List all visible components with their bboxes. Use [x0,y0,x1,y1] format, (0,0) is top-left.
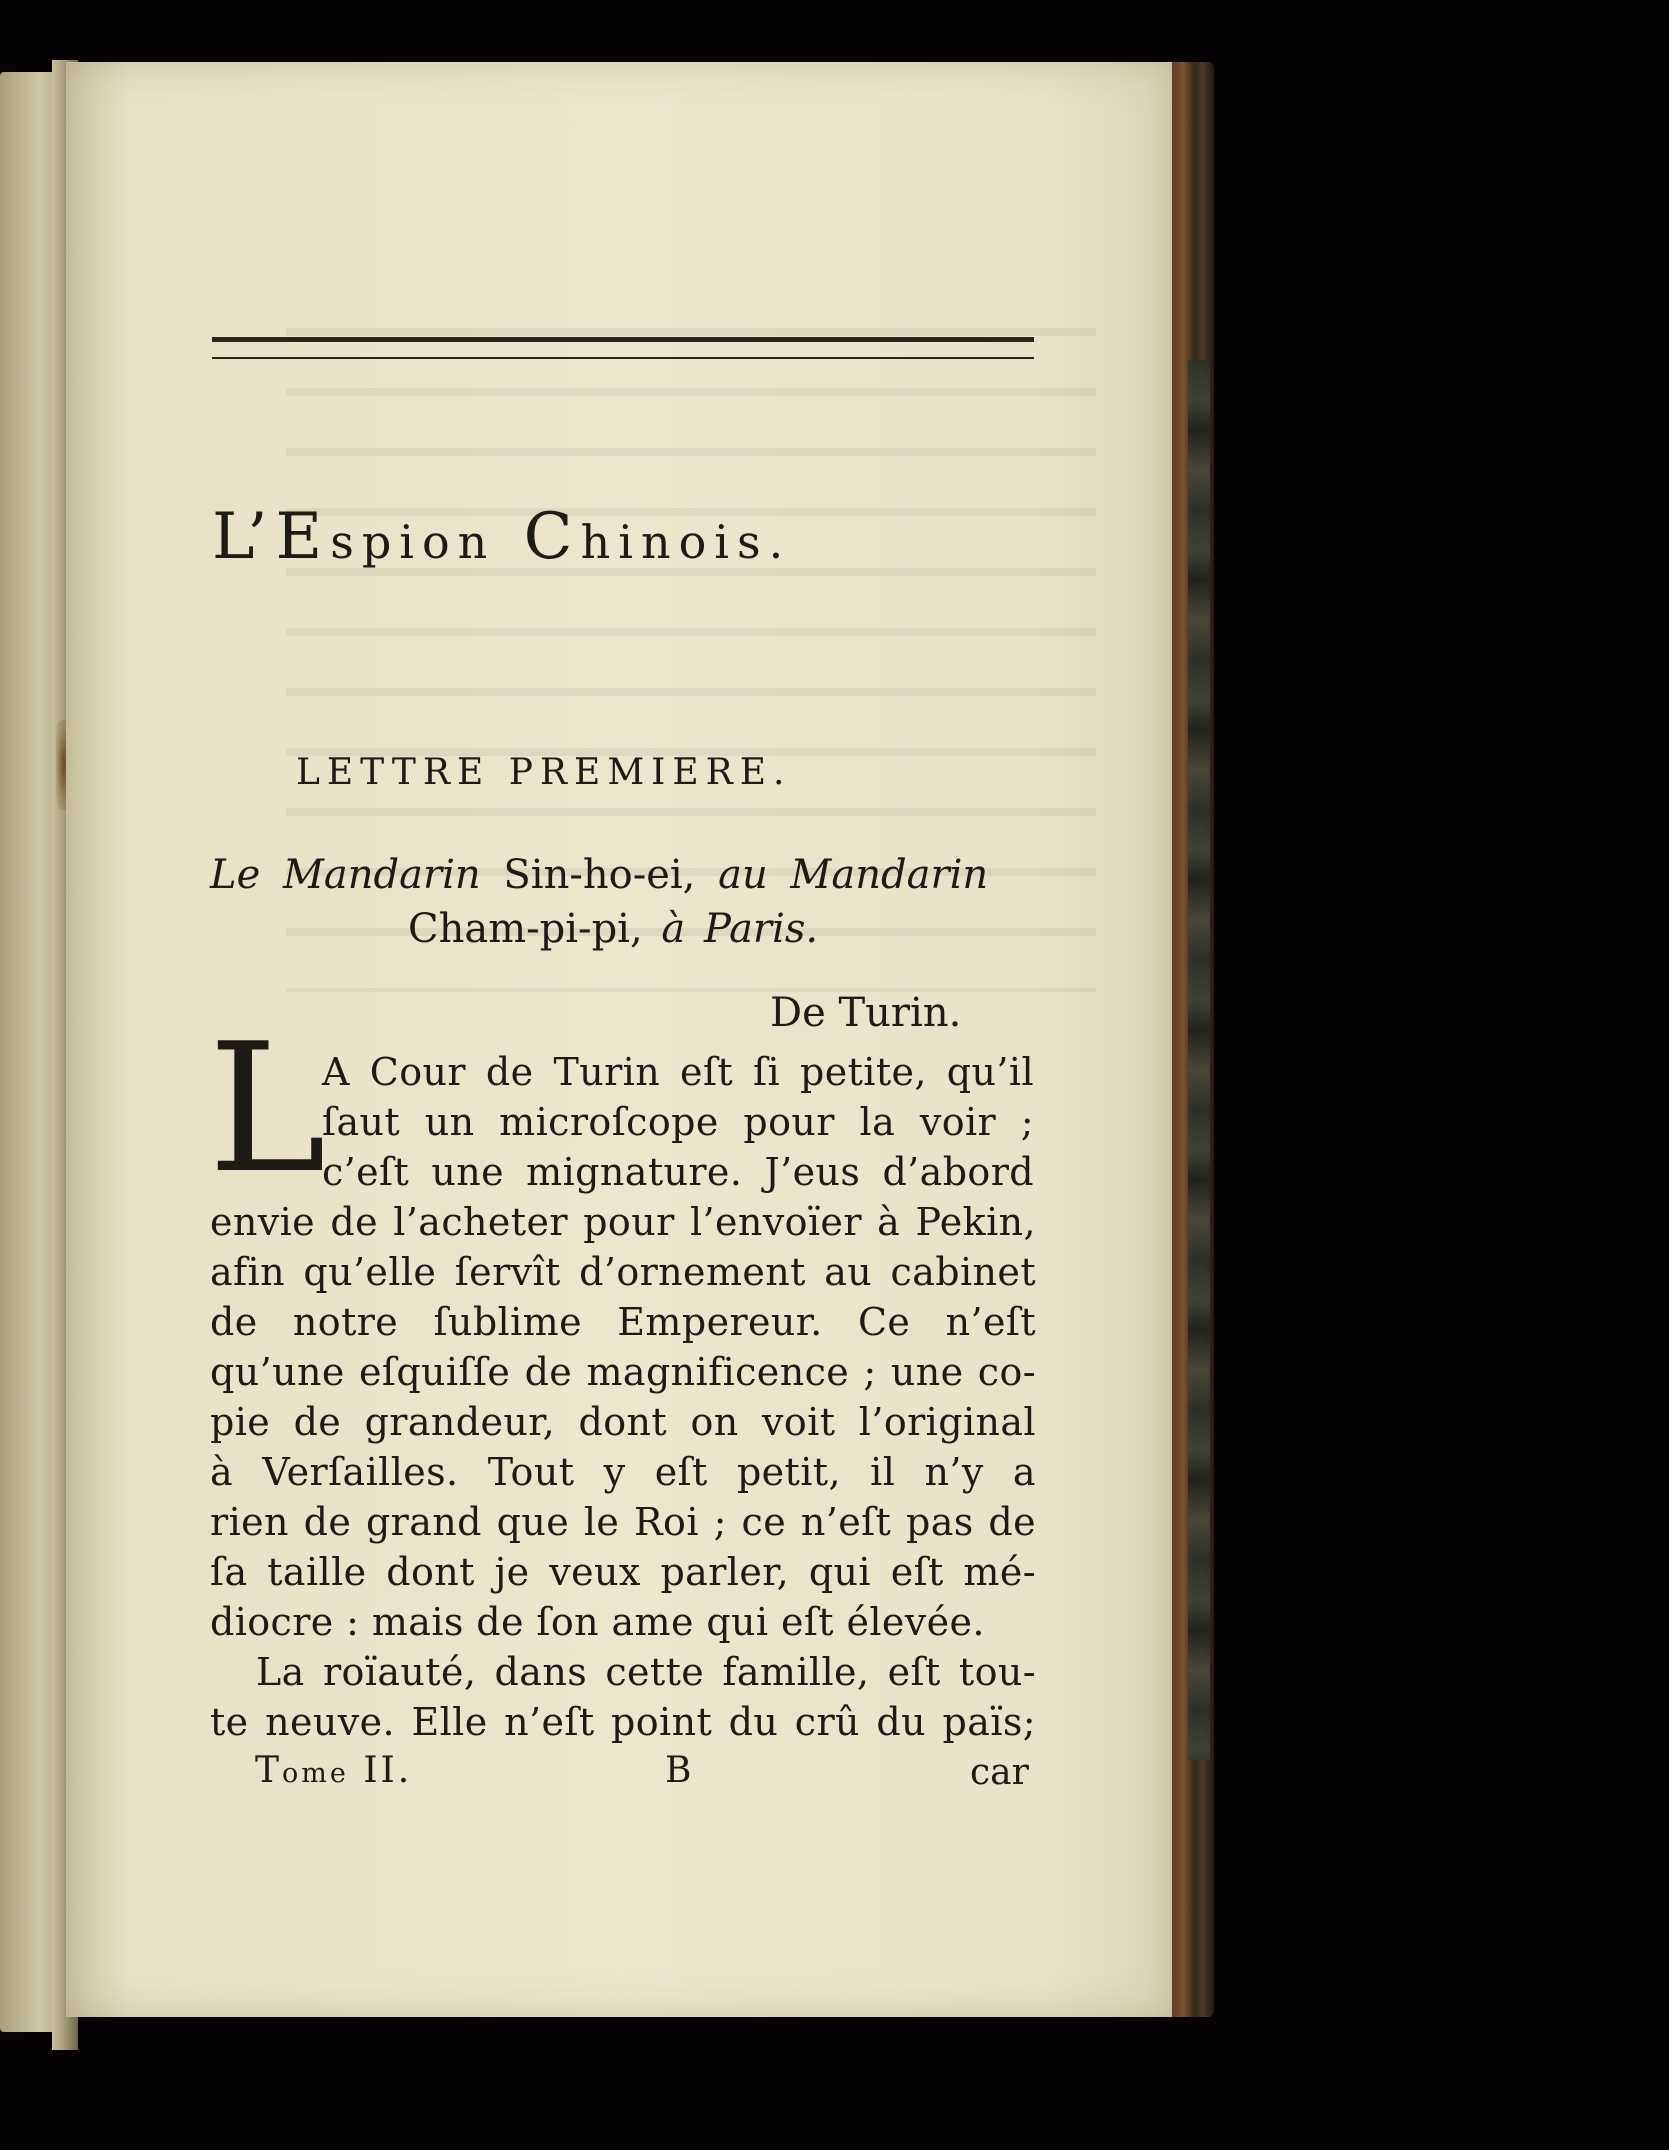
text-line: te neuve. Elle n’eſt point du crû du païs; [210,1700,1036,1744]
book-title: L’Espion Chinois. [212,500,792,574]
text-line: envie de l’acheter pour l’envoïer à Pekin, [210,1200,1036,1244]
letter-heading: LETTRE PREMIERE. [296,752,792,793]
text-line: ſaut un microſcope pour la voir ; [322,1100,1034,1144]
header-rule-thick [212,337,1034,342]
text-line: diocre : mais de ſon ame qui eſt élevée. [210,1600,985,1644]
cover-marbling [1188,360,1210,1760]
text-line: A Cour de Turin eſt ſi petite, qu’il [322,1050,1034,1094]
text-line: afin qu’elle ſervît d’ornement au cabinet [210,1250,1036,1294]
letter-address: Le Mandarin Sin-ho-ei, au Mandarin Cham-pi-pi, à Paris. [210,852,989,952]
text-line: de notre ſublime Empereur. Ce n’eſt [210,1300,1036,1344]
letter-place: De Turin. [770,990,962,1036]
signature-mark: B [665,1750,692,1791]
text-line: La roïauté, dans cette famille, eſt tou- [256,1650,1036,1694]
header-rule-thin [212,357,1034,359]
volume-marker: Tome II. [255,1750,413,1791]
text-line: qu’une eſquiſſe de magnificence ; une co- [210,1350,1036,1394]
drop-cap: L [208,1005,327,1212]
text-line: rien de grand que le Roi ; ce n’eſt pas de [210,1500,1036,1544]
text-line: c’eſt une mignature. J’eus d’abord [322,1150,1034,1194]
catchword: car [970,1752,1029,1793]
text-line: ſa taille dont je veux parler, qui eſt mé- [210,1550,1036,1594]
text-line: pie de grandeur, dont on voit l’original [210,1400,1036,1444]
text-line: à Verſailles. Tout y eſt petit, il n’y a [210,1450,1036,1494]
